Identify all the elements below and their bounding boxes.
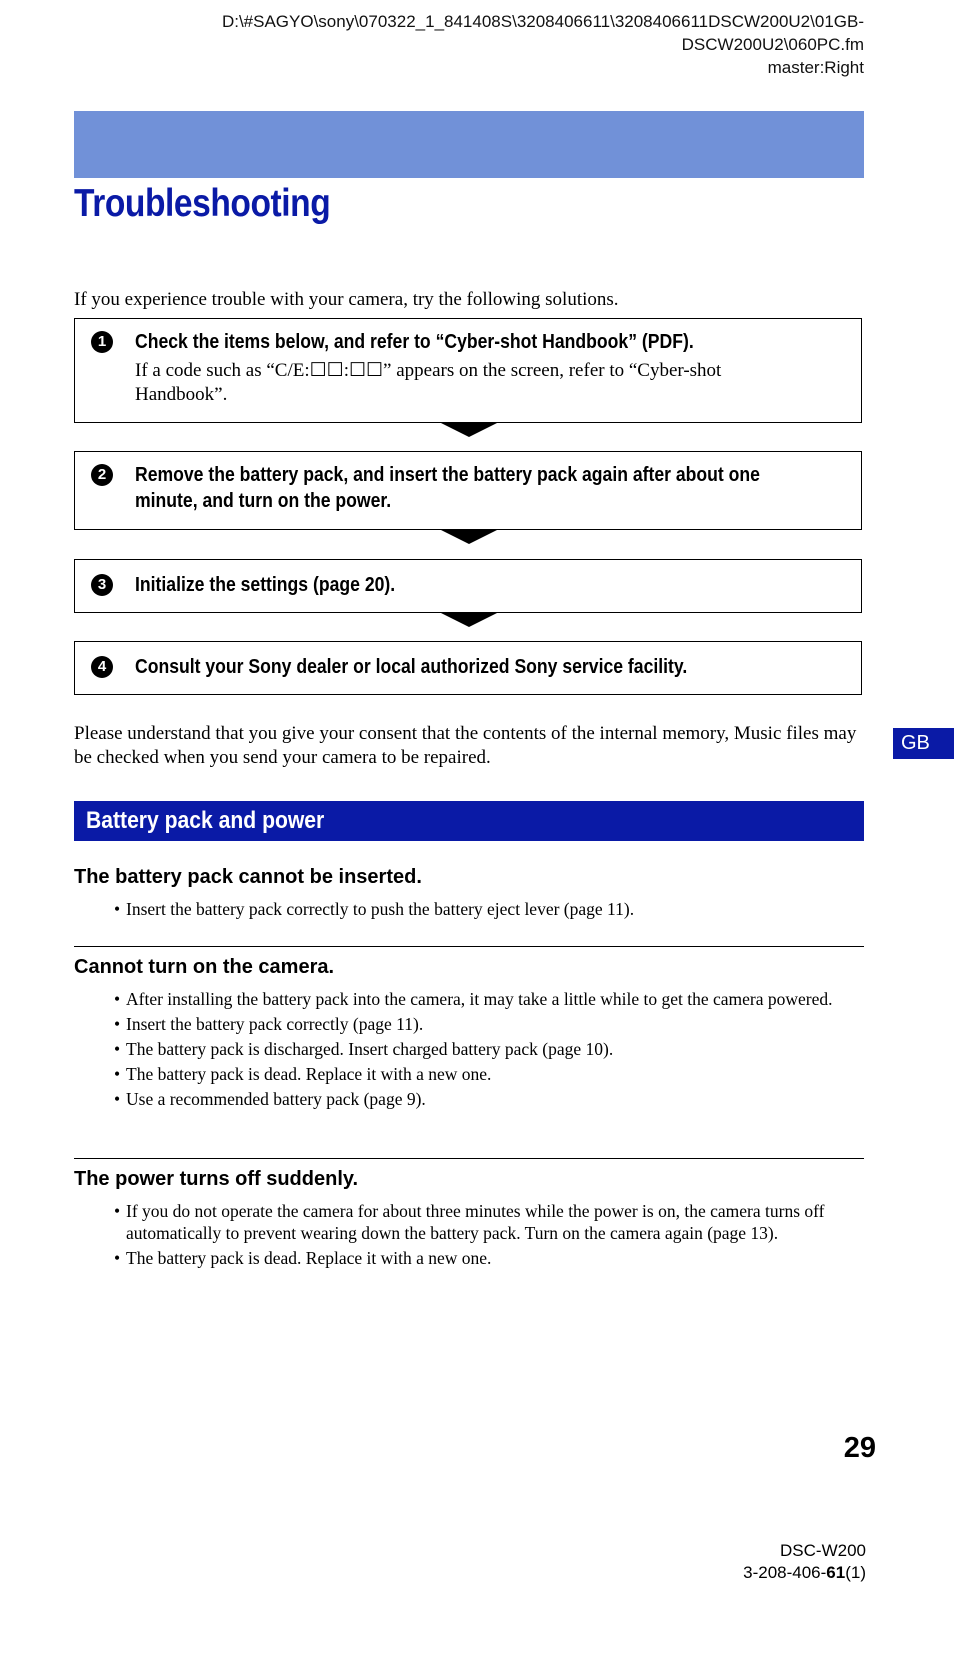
list-item: • Insert the battery pack correctly (page 11).: [114, 1013, 854, 1035]
flow-arrow-3: [441, 613, 497, 627]
flow-arrow-2: [441, 530, 497, 544]
step-box-4: [74, 641, 862, 695]
footer-model: DSC-W200: [780, 1541, 866, 1560]
section-title: Battery pack and power: [86, 807, 325, 834]
problem-title-1: The battery pack cannot be inserted.: [74, 866, 422, 888]
problem-title-2: Cannot turn on the camera.: [74, 956, 335, 978]
divider: [74, 946, 864, 947]
step-number-2: 2: [91, 464, 113, 486]
step-number-1: 1: [91, 331, 113, 353]
page-title: Troubleshooting: [74, 182, 331, 225]
footer-code: 3-208-406-61(1): [743, 1563, 866, 1582]
section-header: [74, 801, 864, 841]
footer: [743, 1540, 866, 1584]
step-heading-2: Remove the battery pack, and insert the battery pack again after about one minute, and turn on the power.: [135, 464, 760, 512]
intro-text: If you experience trouble with your camera, try the following solutions.: [74, 289, 619, 310]
step-box-3: [74, 559, 862, 613]
consent-text: Please understand that you give your consent that the contents of the internal memory, Music files may be checked when you send your camera to be repaired.: [74, 723, 857, 768]
step-box-2: [74, 451, 862, 530]
file-path-line-1: D:\#SAGYO\sony\070322_1_841408S\3208406611\3208406611DSCW200U2\01GB-: [221, 12, 864, 31]
step-number-3: 3: [91, 574, 113, 596]
problem-bullets-1: [114, 898, 854, 923]
list-item: • After installing the battery pack into the camera, it may take a little while to get the camera powered.: [114, 988, 854, 1010]
list-item: • Use a recommended battery pack (page 9).: [114, 1088, 854, 1110]
list-item: • The battery pack is dead. Replace it with a new one.: [114, 1247, 854, 1269]
step-heading-4: Consult your Sony dealer or local authorized Sony service facility.: [135, 656, 688, 678]
file-path-line-2: DSCW200U2\060PC.fm: [681, 35, 864, 54]
list-item: • Insert the battery pack correctly to push the battery eject lever (page 11).: [114, 898, 854, 920]
flow-arrow-1: [441, 423, 497, 437]
problem-title-3: The power turns off suddenly.: [74, 1168, 359, 1190]
step-heading-1: Check the items below, and refer to “Cyber-shot Handbook” (PDF).: [135, 331, 694, 353]
list-item: • The battery pack is dead. Replace it with a new one.: [114, 1063, 854, 1085]
list-item: • If you do not operate the camera for about three minutes while the power is on, the camera turns off automatically to prevent wearing down the battery pack. Turn on the camera again (page 13).: [114, 1200, 854, 1244]
page-number: 29: [843, 1432, 876, 1464]
title-band: [74, 111, 864, 178]
problem-bullets-3: [114, 1200, 854, 1272]
language-tab: GB: [893, 728, 954, 759]
divider: [74, 1158, 864, 1159]
step-note-1: If a code such as “C/E:☐☐:☐☐” appears on the screen, refer to “Cyber-shot Handbook”.: [135, 360, 722, 405]
step-number-4: 4: [91, 656, 113, 678]
problem-bullets-2: [114, 988, 854, 1113]
step-heading-3: Initialize the settings (page 20).: [135, 574, 396, 596]
master-label: master:Right: [767, 58, 864, 77]
file-path-header: [84, 10, 864, 79]
step-box-1: [74, 318, 862, 423]
list-item: • The battery pack is discharged. Insert charged battery pack (page 10).: [114, 1038, 854, 1060]
